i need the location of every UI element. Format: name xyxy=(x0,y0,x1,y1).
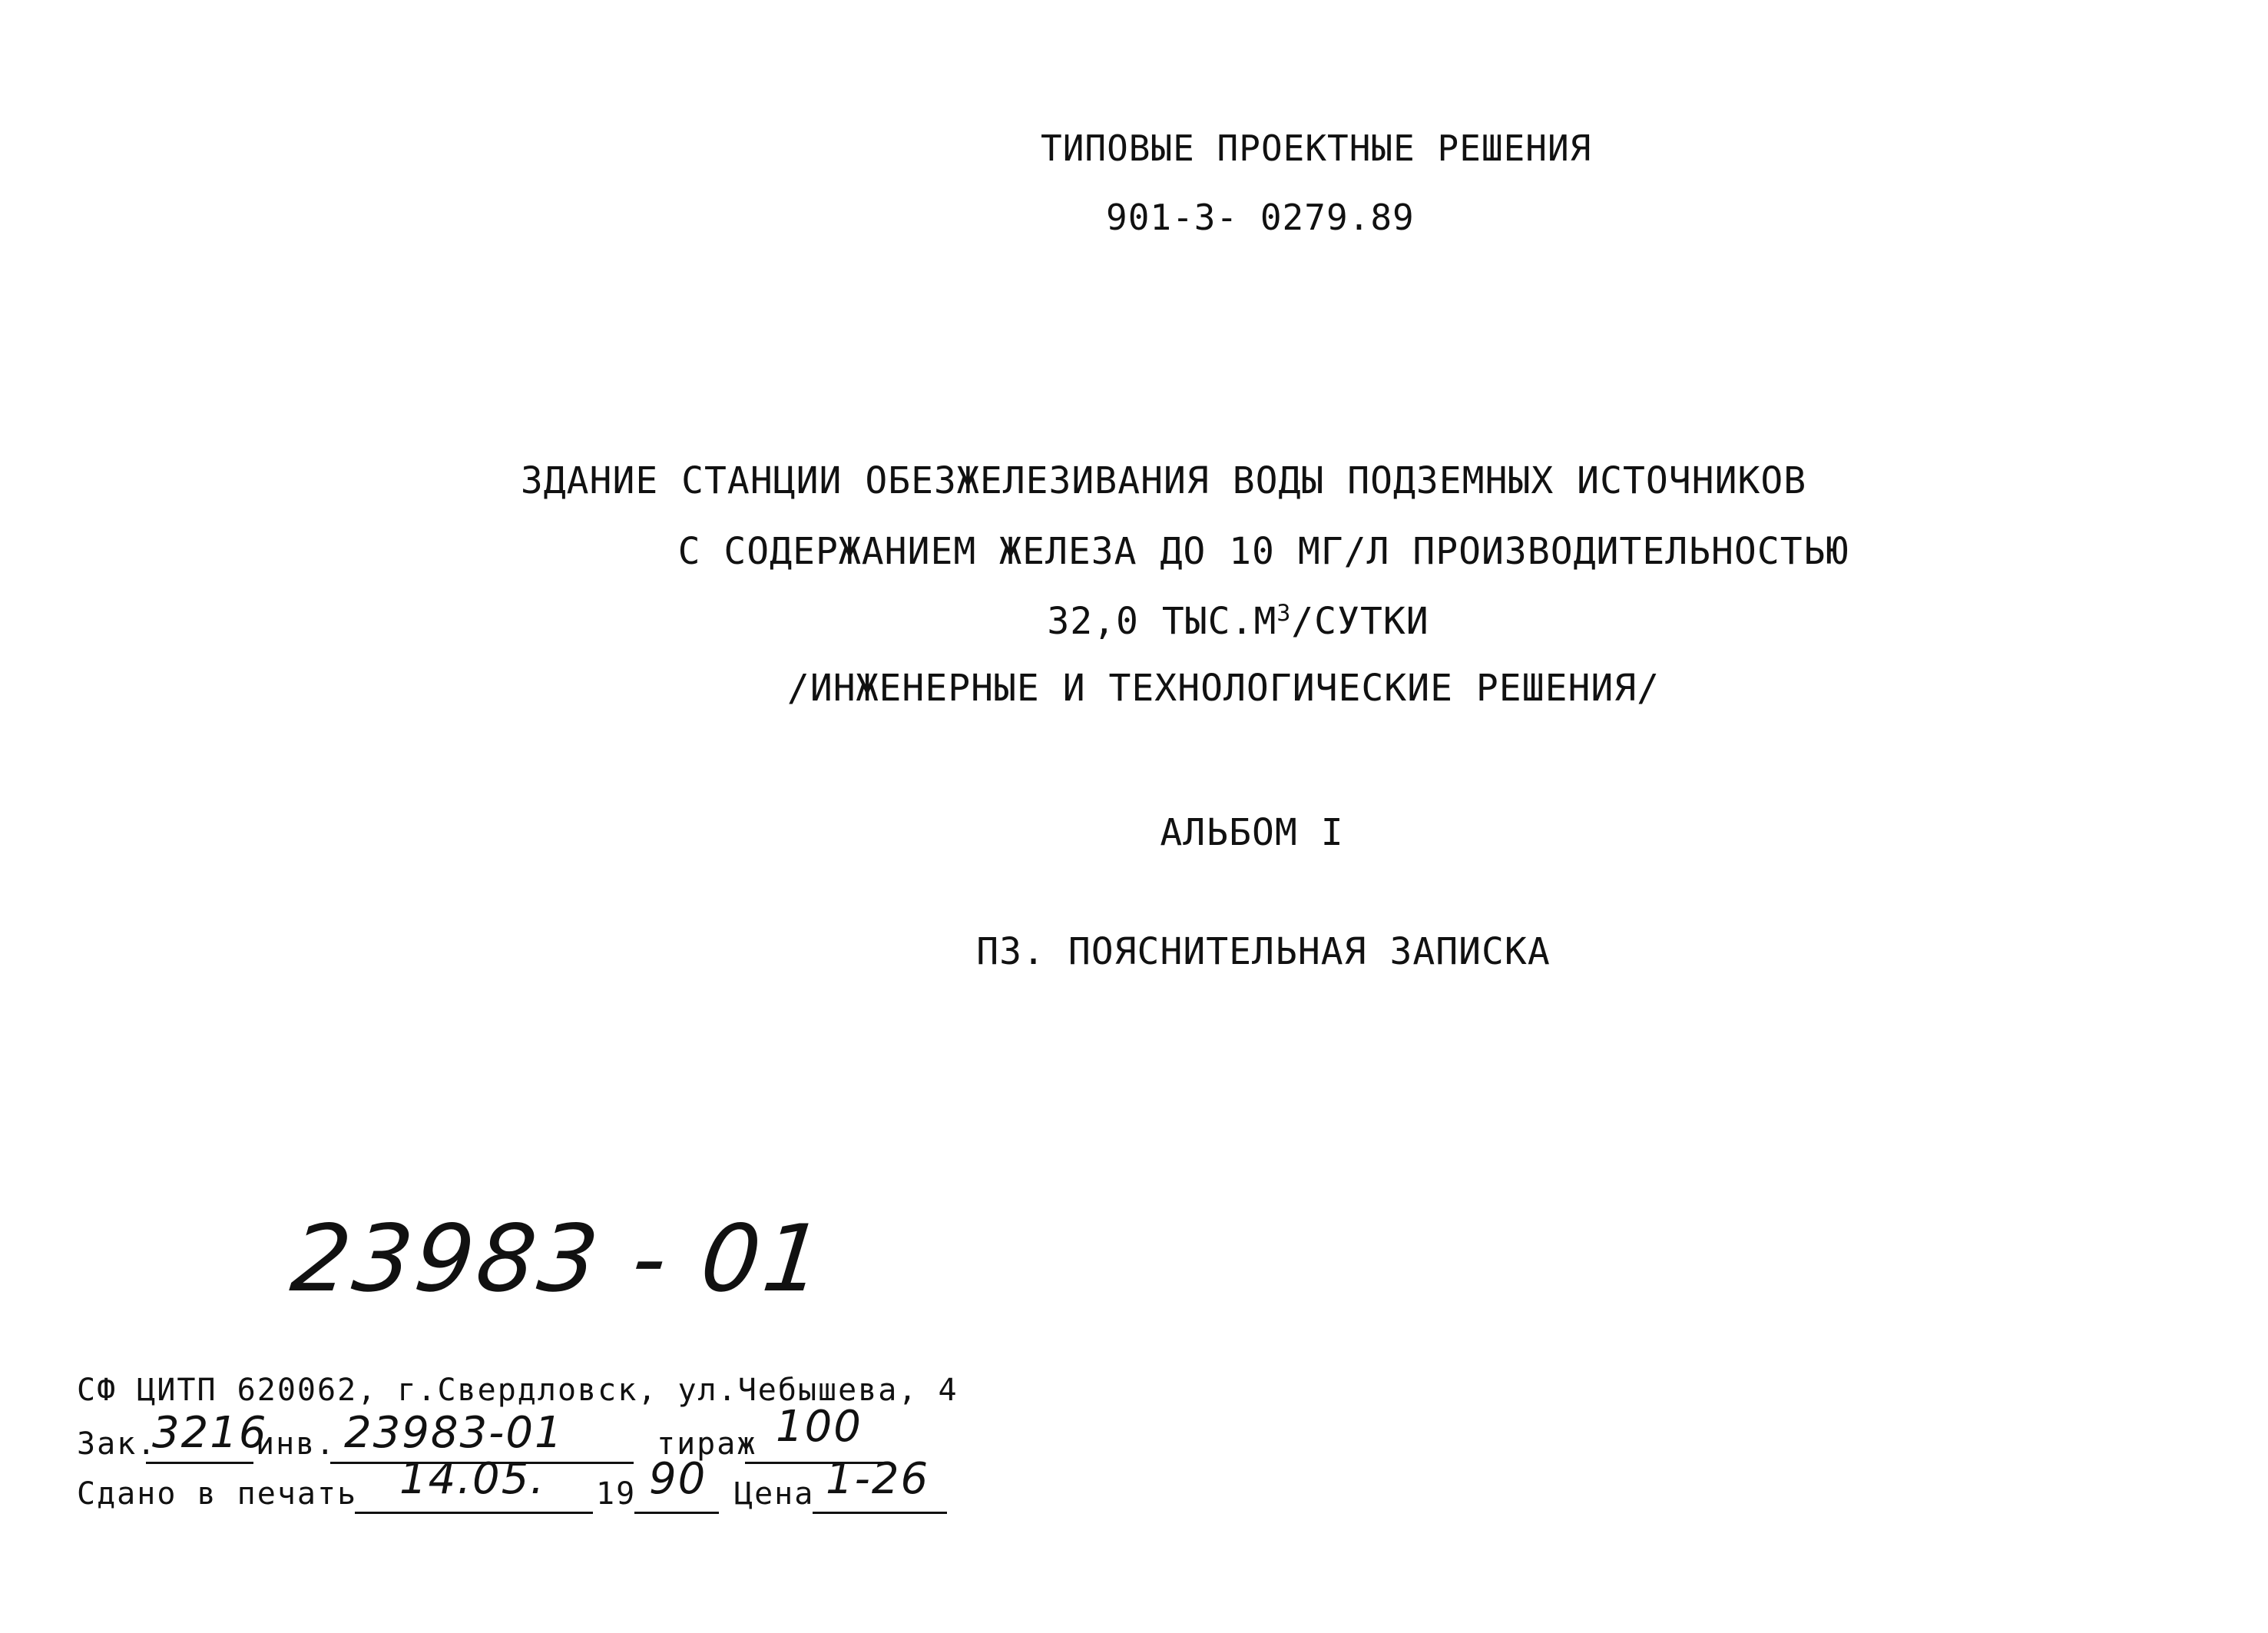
order-label: Зак. xyxy=(77,1426,157,1462)
inventory-label: инв. xyxy=(256,1426,336,1462)
year-suffix: 90 xyxy=(649,1454,707,1504)
price-underline xyxy=(813,1512,947,1514)
capacity-superscript: 3 xyxy=(1276,600,1292,627)
capacity-unit: /СУТКИ xyxy=(1291,600,1429,643)
title-line-1: ЗДАНИЕ СТАНЦИИ ОБЕЗЖЕЛЕЗИВАНИЯ ВОДЫ ПОДЗЕМНЫХ ИСТОЧНИКОВ xyxy=(520,459,1807,502)
circulation-label: тираж xyxy=(657,1426,757,1462)
document-code: 901-3- 0279.89 xyxy=(1106,197,1415,238)
title-line-4: /ИНЖЕНЕРНЫЕ И ТЕХНОЛОГИЧЕСКИЕ РЕШЕНИЯ/ xyxy=(786,667,1660,710)
publisher-line: СФ ЦИТП 620062, г.Свердловск, ул.Чебышева, 4 xyxy=(77,1373,959,1408)
order-value: 3216 xyxy=(152,1408,268,1458)
section-title: ПЗ. ПОЯСНИТЕЛЬНАЯ ЗАПИСКА xyxy=(976,930,1551,973)
price-value: 1-26 xyxy=(826,1454,930,1504)
title-line-3 xyxy=(1047,600,1429,643)
title-line-2: С СОДЕРЖАНИЕМ ЖЕЛЕЗА ДО 10 МГ/Л ПРОИЗВОДИТЕЛЬНОСТЬЮ xyxy=(677,530,1849,573)
print-label: Сдано в печать xyxy=(77,1476,358,1512)
handwritten-inventory-number: 23983 - 01 xyxy=(286,1206,831,1313)
album-label: АЛЬБОМ I xyxy=(1160,811,1344,854)
year-prefix: 19 xyxy=(596,1476,637,1512)
circulation-value: 100 xyxy=(776,1402,863,1452)
year-underline xyxy=(634,1512,719,1514)
print-date: 14.05. xyxy=(399,1454,546,1504)
inventory-value: 23983-01 xyxy=(344,1408,564,1458)
order-underline xyxy=(146,1462,253,1464)
capacity-value: 32,0 ТЫС.М xyxy=(1047,600,1277,643)
series-heading: ТИПОВЫЕ ПРОЕКТНЫЕ РЕШЕНИЯ xyxy=(1041,128,1592,169)
print-date-underline xyxy=(355,1512,593,1514)
price-label: Цена xyxy=(734,1476,815,1512)
